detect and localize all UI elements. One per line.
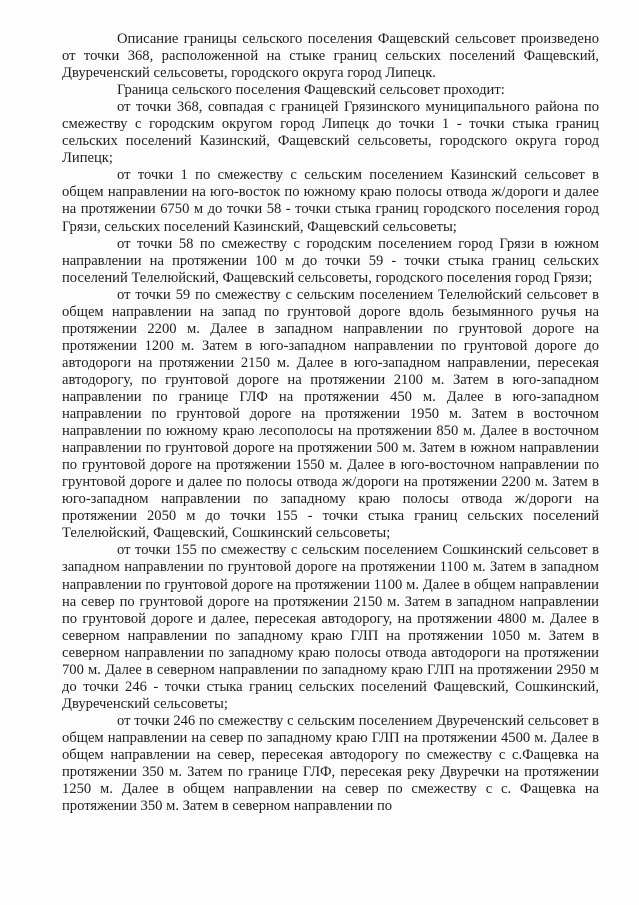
paragraph-intro: Описание границы сельского поселения Фащевский сельсовет произведено от точки 368, расположенной на стыке границ сельских поселений Фащевский, Двуреченский сельсоветы, городского округа город Липецк. bbox=[62, 31, 599, 82]
paragraph-from-point-58: от точки 58 по смежеству с городским поселением город Грязи в южном направлении на протяжении 100 м до точки 59 - точки стыка границ сельских поселений Телелюйский, Фащевский сельсоветы, городского поселения город Грязи; bbox=[62, 235, 599, 286]
paragraph-from-point-155: от точки 155 по смежеству с сельским поселением Сошкинский сельсовет в западном направлении по грунтовой дороге на протяжении 1100 м. Затем в западном направлении по грунтовой дороге на протяжении 1100 м. Далее в общем направлении на север по грунтовой дороге на протяжении 2150 м. Затем в западном направлении по грунтовой дороге и далее, пересекая автодорогу, на протяжении 4800 м. Далее в северном направлении по западному краю ГЛП на протяжении 1050 м. Затем в северном направлении по западному краю полосы отвода автодороги на протяжении 700 м. Далее в северном направлении по западному краю ГЛП на протяжении 2950 м до точки 246 - точки стыка границ сельских поселений Фащевский, Сошкинский, Двуреченский сельсоветы; bbox=[62, 542, 599, 712]
paragraph-from-point-1: от точки 1 по смежеству с сельским поселением Казинский сельсовет в общем направлении на юго-восток по южному краю полосы отвода ж/дороги и далее на протяжении 6750 м до точки 58 - точки стыка границ городского поселения город Грязи, сельских поселений Казинский, Фащевский сельсоветы; bbox=[62, 167, 599, 235]
document-body bbox=[62, 31, 599, 815]
paragraph-boundary-heading: Граница сельского поселения Фащевский сельсовет проходит: bbox=[117, 82, 505, 99]
paragraph-from-point-59: от точки 59 по смежеству с сельским поселением Телелюйский сельсовет в общем направлении на запад по грунтовой дороге вдоль безымянного ручья на протяжении 2200 м. Далее в западном направлении по грунтовой дороге на протяжении 1200 м. Затем в юго-западном направлении по грунтовой дороге до автодороги на протяжении 2150 м. Далее в юго-западном направлении, пересекая автодорогу, по грунтовой дороге на протяжении 2100 м. Затем в юго-западном направлении по границе ГЛФ на протяжении 450 м. Далее в юго-западном направлении по грунтовой дороге на протяжении 1950 м. Затем в восточном направлении по южному краю лесополосы на протяжении 850 м. Далее в восточном направлении по грунтовой дороге на протяжении 500 м. Затем в южном направлении по грунтовой дороге на протяжении 1550 м. Далее в юго-восточном направлении по грунтовой дороге и далее по полосы отвода ж/дороги на протяжении 2200 м. Затем в юго-западном направлении по западному краю полосы отвода ж/дороги на протяжении 2050 м до точки 155 - точки стыка границ сельских поселений Телелюйский, Фащевский, Сошкинский сельсоветы; bbox=[62, 286, 599, 542]
paragraph-from-point-368: от точки 368, совпадая с границей Грязинского муниципального района по смежеству с городским округом город Липецк до точки 1 - точки стыка границ сельских поселений Казинский, Фащевский сельсоветы, городского округа город Липецк; bbox=[62, 99, 599, 167]
paragraph-from-point-246: от точки 246 по смежеству с сельским поселением Двуреченский сельсовет в общем направлении на север по западному краю ГЛП на протяжении 4500 м. Далее в общем направлении на север, пересекая автодорогу по смежеству с с.Фащевка на протяжении 350 м. Затем по границе ГЛФ, пересекая реку Двуречки на протяжении 1250 м. Далее в общем направлении на север по смежеству с с. Фащевка на протяжении 350 м. Затем в северном направлении по bbox=[62, 712, 599, 815]
